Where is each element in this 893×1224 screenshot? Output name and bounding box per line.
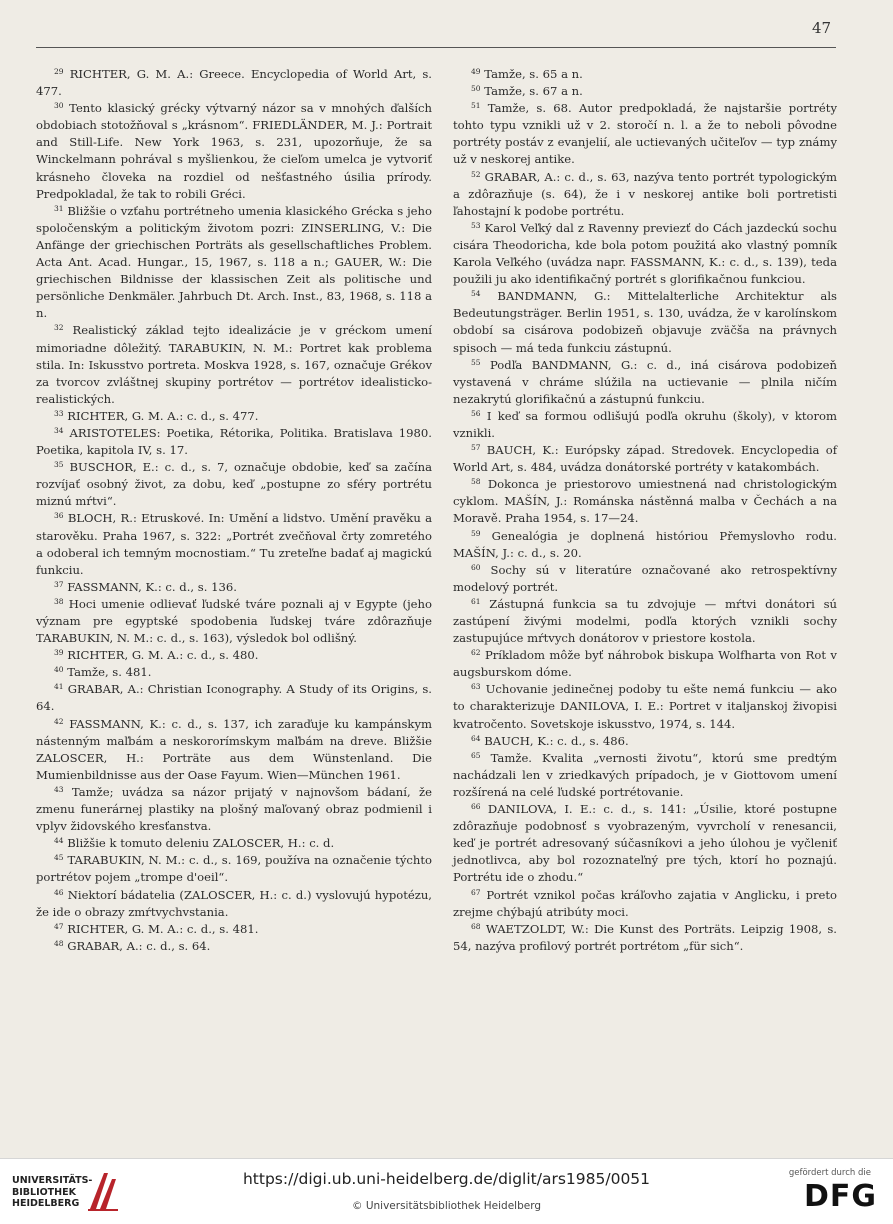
footnote-text: Hoci umenie odlievať ľudské tváre poznali aj v Egypte (jeho význam pre egyptské spodobenia ľudskej tváre zdôrazňuje TARABUKIN, N. M.: c. d., s. 163), výsledok bol odlišný. [36, 596, 432, 646]
footnote-text: BUSCHOR, E.: c. d., s. 7, označuje obdobie, keď sa začína rozvíjať osobný život, za dobu, keď „postupne zo sféry portrétu miznú mŕtvi“. [36, 460, 432, 509]
footnote-text: WAETZOLDT, W.: Die Kunst des Porträts. Leipzig 1908, s. 54, nazýva profilový portrét portrétom „für sich“. [453, 921, 837, 953]
footnote [36, 784, 432, 835]
footnote [453, 83, 837, 100]
footnote [36, 408, 432, 425]
document-url-link[interactable]: https://digi.ub.uni-heidelberg.de/diglit/ars1985/0051 [242, 1170, 651, 1188]
footnote-text: Genealógia je doplnená históriou Přemyslovho rodu. MAŠÍN, J.: c. d., s. 20. [453, 528, 837, 560]
footnote [453, 288, 837, 356]
footnote-number: 56 [471, 408, 481, 418]
footnote-number: 30 [54, 101, 64, 111]
footnote-text: GRABAR, A.: Christian Iconography. A Study of its Origins, s. 64. [36, 682, 432, 714]
footnote-number: 44 [54, 836, 64, 846]
footnote [453, 733, 837, 750]
footnote-text: Niektorí bádatelia (ZALOSCER, H.: c. d.) vyslovujú hypotézu, že ide o obrazy zmŕtvychvstania. [36, 887, 432, 919]
footnote [453, 100, 837, 168]
footnote-number: 41 [54, 682, 64, 692]
footnote-text: Uchovanie jedinečnej podoby tu ešte nemá funkciu — ako to charakterizuje DANILOVA, I. E.: Portret v italjanskoj živopisi kvatročento. Sovetskoje iskusstvo, 1974, s. 144. [453, 682, 837, 731]
footnote-number: 35 [54, 460, 64, 470]
footnote-text: Tamže, s. 67 a n. [480, 84, 583, 99]
footnote-number: 29 [54, 67, 64, 76]
footnote-text: BLOCH, R.: Etruskové. In: Umění a lidstvo. Umění pravěku a starověku. Praha 1967, s. 322: „Portrét zvečňoval črty zomretého a odoberal ich temným mocnostiam.“ Tu zreteľne badať aj magickú funkciu. [36, 511, 432, 577]
footnote-text: RICHTER, G. M. A.: Greece. Encyclopedia of World Art, s. 477. [36, 67, 432, 99]
footnote-number: 31 [54, 203, 64, 213]
footnote-text: BAUCH, K.: c. d., s. 486. [480, 733, 629, 748]
footnote-text: Karol Veľký dal z Ravenny previezť do Cách jazdeckú sochu cisára Theodoricha, kde bola potom použitá ako vlastný pomník Karola Veľkého (uvádza napr. FASSMANN, K.: c. d., s. 139), teda použili ju ako identifikačný portrét s glorifikačnou funkciou. [453, 220, 837, 287]
footnote-number: 52 [471, 169, 481, 179]
footnote-text: Podľa BANDMANN, G.: c. d., iná cisárova podobizeň vystavená v chráme slúžila na uctievanie — plnila ničím nezakrytú glorifikačnú a zástupnú funkciu. [453, 357, 837, 406]
footnote-text: Dokonca je priestorovo umiestnená nad christologickým cyklom. MAŠÍN, J.: Románska nástěnná malba v Čechách a na Moravě. Praha 1954, s. 17—24. [453, 477, 837, 526]
footnote [36, 66, 432, 100]
footnote [453, 528, 837, 562]
footnote [36, 921, 432, 938]
footnote-number: 40 [54, 665, 64, 675]
footnote [36, 938, 432, 955]
footnotes-left-column [36, 66, 432, 955]
footer-bar [0, 1158, 893, 1224]
footnote-text: FASSMANN, K.: c. d., s. 136. [63, 579, 237, 594]
footnote [36, 852, 432, 886]
footnote [36, 425, 432, 459]
footnote-text: DANILOVA, I. E.: c. d., s. 141: „Úsilie, ktoré postupne zdôrazňuje podobnosť s vyobrazeným, vyvrcholí v renesancii, keď je portrét adresovaný súčasníkovi a jeho úlohou je vyčleniť jednotlivca, aby bol rozoznateľný pre tých, ktorí ho poznajú. Portrétu ide o zhodu.“ [453, 802, 837, 885]
footnote-text: Príkladom môže byť náhrobok biskupa Wolfharta von Rot v augsburskom dóme. [453, 648, 837, 680]
logo-line: BIBLIOTHEK [12, 1186, 76, 1198]
footnote-number: 63 [471, 682, 481, 692]
footnote-number: 32 [54, 323, 64, 333]
footnote [36, 664, 432, 681]
footnote [453, 408, 837, 442]
footnote [36, 510, 432, 578]
footnote-text: Realistický základ tejto idealizácie je v gréckom umení mimoriadne dôležitý. TARABUKIN, N. M.: Portret kak problema stila. In: Iskusstvo portreta. Moskva 1928, s. 167, označuje Grékov za tvorcov zvláštnej skupiny portrétov — portrétov idealisticko-realistických. [36, 323, 432, 406]
footnote-number: 34 [54, 425, 64, 435]
footnote-number: 67 [471, 887, 481, 897]
footnote-number: 48 [54, 938, 64, 948]
header-rule [36, 47, 836, 48]
footnote-text: Zástupná funkcia sa tu zdvojuje — mŕtvi donátori sú zastúpení živými modelmi, podľa ktorých vznikli sochy zastupujúce mŕtvych donátorov v priestore kostola. [453, 596, 837, 646]
footnote-number: 53 [471, 220, 481, 230]
footnote-number: 64 [471, 733, 481, 743]
footnote [36, 716, 432, 784]
footnote [36, 100, 432, 203]
footnote [36, 203, 432, 323]
footnote-number: 45 [54, 853, 64, 863]
footnote-number: 59 [471, 528, 481, 538]
footnote-number: 36 [54, 511, 64, 521]
footnote-text: Bližšie k tomuto deleniu ZALOSCER, H.: c. d. [63, 836, 335, 851]
footnote-text: TARABUKIN, N. M.: c. d., s. 169, používa na označenie týchto portrétov pojem „trompe d'oeil“. [36, 853, 432, 885]
copyright-notice: © Universitätsbibliothek Heidelberg [351, 1200, 541, 1212]
footnote [36, 835, 432, 852]
footnote [36, 596, 432, 647]
footnote-text: BAUCH, K.: Európsky západ. Stredovek. Encyclopedia of World Art, s. 484, uvádza donátorské portréty v katakombách. [453, 443, 837, 475]
footnote [453, 562, 837, 596]
footnote [453, 921, 837, 955]
logo-line: HEIDELBERG [12, 1198, 80, 1209]
footnote-number: 49 [471, 67, 481, 76]
footnote-text: Sochy sú v literatúre označované ako retrospektívny modelový portrét. [453, 562, 837, 594]
footnote [36, 647, 432, 664]
footnote-number: 39 [54, 648, 64, 658]
page-number: 47 [812, 19, 832, 37]
footnote [36, 887, 432, 921]
footnote-number: 46 [54, 887, 64, 897]
footnote-number: 58 [471, 477, 481, 487]
footnote-text: Tamže, s. 65 a n. [480, 67, 583, 81]
footnote [453, 681, 837, 732]
footnotes-right-column [453, 66, 837, 955]
footnote [453, 596, 837, 647]
footnote [36, 459, 432, 510]
footnote-number: 60 [471, 562, 481, 572]
footnote [453, 357, 837, 408]
footnote-text: RICHTER, G. M. A.: c. d., s. 481. [63, 921, 259, 936]
footnote-number: 47 [54, 921, 64, 931]
logo-line: UNIVERSITÄTS- [12, 1175, 93, 1186]
footnote [453, 750, 837, 801]
footnote-number: 37 [54, 579, 64, 589]
footnote [453, 801, 837, 886]
footnote [453, 887, 837, 921]
footnote-text: RICHTER, G. M. A.: c. d., s. 477. [63, 408, 259, 423]
footnote [36, 681, 432, 715]
footnote-number: 66 [471, 802, 481, 812]
footnote [453, 220, 837, 288]
footnote-text: I keď sa formou odlišujú podľa okruhu (školy), v ktorom vznikli. [453, 408, 837, 440]
footnote-number: 62 [471, 648, 481, 658]
footnote-text: Tento klasický grécky výtvarný názor sa v mnohých ďalších obdobiach stotožňoval s „krásnom“. FRIEDLÄNDER, M. J.: Portrait and Still-Life. New York 1963, s. 231, upozorňuje, že sa Winckelmann pohrával s myšlienkou, že cieľom umelca je vytvoriť krásneho človeka na rozdiel od nešťastného úsilia prírody. Predpokladal, že tak to robili Gréci. [36, 101, 432, 201]
footnote-text: Tamže, s. 68. Autor predpokladá, že najstaršie portréty tohto typu vznikli už v 2. storočí n. l. a že to neboli pôvodne portréty postáv z evanjelií, ale uctievaných učiteľov — typ známy už v neskorej antike. [453, 101, 837, 167]
footnote-text: ARISTOTELES: Poetika, Rétorika, Politika. Bratislava 1980. Poetika, kapitola IV, s. 17. [36, 425, 432, 458]
footnote-number: 33 [54, 408, 64, 418]
footnote-number: 50 [471, 84, 481, 94]
footnote [36, 579, 432, 596]
footnote-text: Tamže, s. 481. [63, 665, 152, 680]
footnote-number: 42 [54, 716, 64, 726]
footnote [453, 66, 837, 83]
footnote-number: 68 [471, 921, 481, 931]
footnote [36, 322, 432, 407]
footnote-number: 51 [471, 101, 481, 111]
footnote-number: 57 [471, 443, 481, 453]
dfg-logo[interactable]: DFG [803, 1179, 877, 1214]
footnote-text: BANDMANN, G.: Mittelalterliche Architektur als Bedeutungsträger. Berlin 1951, s. 130, uvádza, že v karolínskom období sa cisárova podobizeň objavuje zväčša na právnych spisoch — má teda funkciu zástupnú. [453, 289, 837, 355]
footnote-number: 61 [471, 596, 481, 606]
footnote-number: 38 [54, 596, 64, 606]
sponsor-label: gefördert durch die [788, 1168, 871, 1178]
footnote-text: Tamže. Kvalita „vernosti životu“, ktorú sme predtým nachádzali len v zriedkavých prípadoch, je v Giottovom umení rozšírená na celé ľudské portrétovanie. [453, 750, 837, 799]
footnote [453, 476, 837, 527]
footnote [453, 442, 837, 476]
footnote-text: Portrét vznikol počas kráľovho zajatia v Anglicku, i preto zrejme chýbajú atribúty moci. [453, 887, 837, 919]
footnote-text: FASSMANN, K.: c. d., s. 137, ich zaraďuje ku kampánskym nástenným maľbám a neskororímskym maľbám na dreve. Bližšie ZALOSCER, H.: Porträte aus dem Wünstenland. Die Mumienbildnisse aus der Oase Fayum. Wien—München 1961. [36, 716, 432, 782]
footnote-number: 43 [54, 784, 64, 794]
footnote [453, 647, 837, 681]
footnote-text: GRABAR, A.: c. d., s. 63, nazýva tento portrét typologickým a zdôrazňuje (s. 64), že i v neskorej antike boli portretisti ľahostajní k podobe portrétu. [453, 169, 837, 218]
footnote-number: 54 [471, 289, 481, 299]
footnote-text: Bližšie o vzťahu portrétneho umenia klasického Grécka s jeho spoločenským a politickým životom pozri: ZINSERLING, V.: Die Anfänge der griechischen Porträts als gesellschaftliches Problem. Acta Ant. Acad. Hungar., 15, 1967, s. 118 a n.; GAUER, W.: Die griechischen Bildnisse der klassischen Zeit als politische und persönliche Denkmäler. Jahrbuch Dt. Arch. Inst., 83, 1968, s. 118 a n. [36, 203, 432, 321]
footnote [453, 169, 837, 220]
footnote-number: 55 [471, 357, 481, 367]
footnote-text: RICHTER, G. M. A.: c. d., s. 480. [63, 648, 259, 663]
footnote-text: GRABAR, A.: c. d., s. 64. [63, 938, 211, 953]
footnote-text: Tamže; uvádza sa názor prijatý v najnovšom bádaní, že zmenu funerárnej plastiky na plošný maľovaný obraz podmienil i vplyv židovského kresťanstva. [36, 784, 432, 834]
footnote-number: 65 [471, 750, 481, 760]
